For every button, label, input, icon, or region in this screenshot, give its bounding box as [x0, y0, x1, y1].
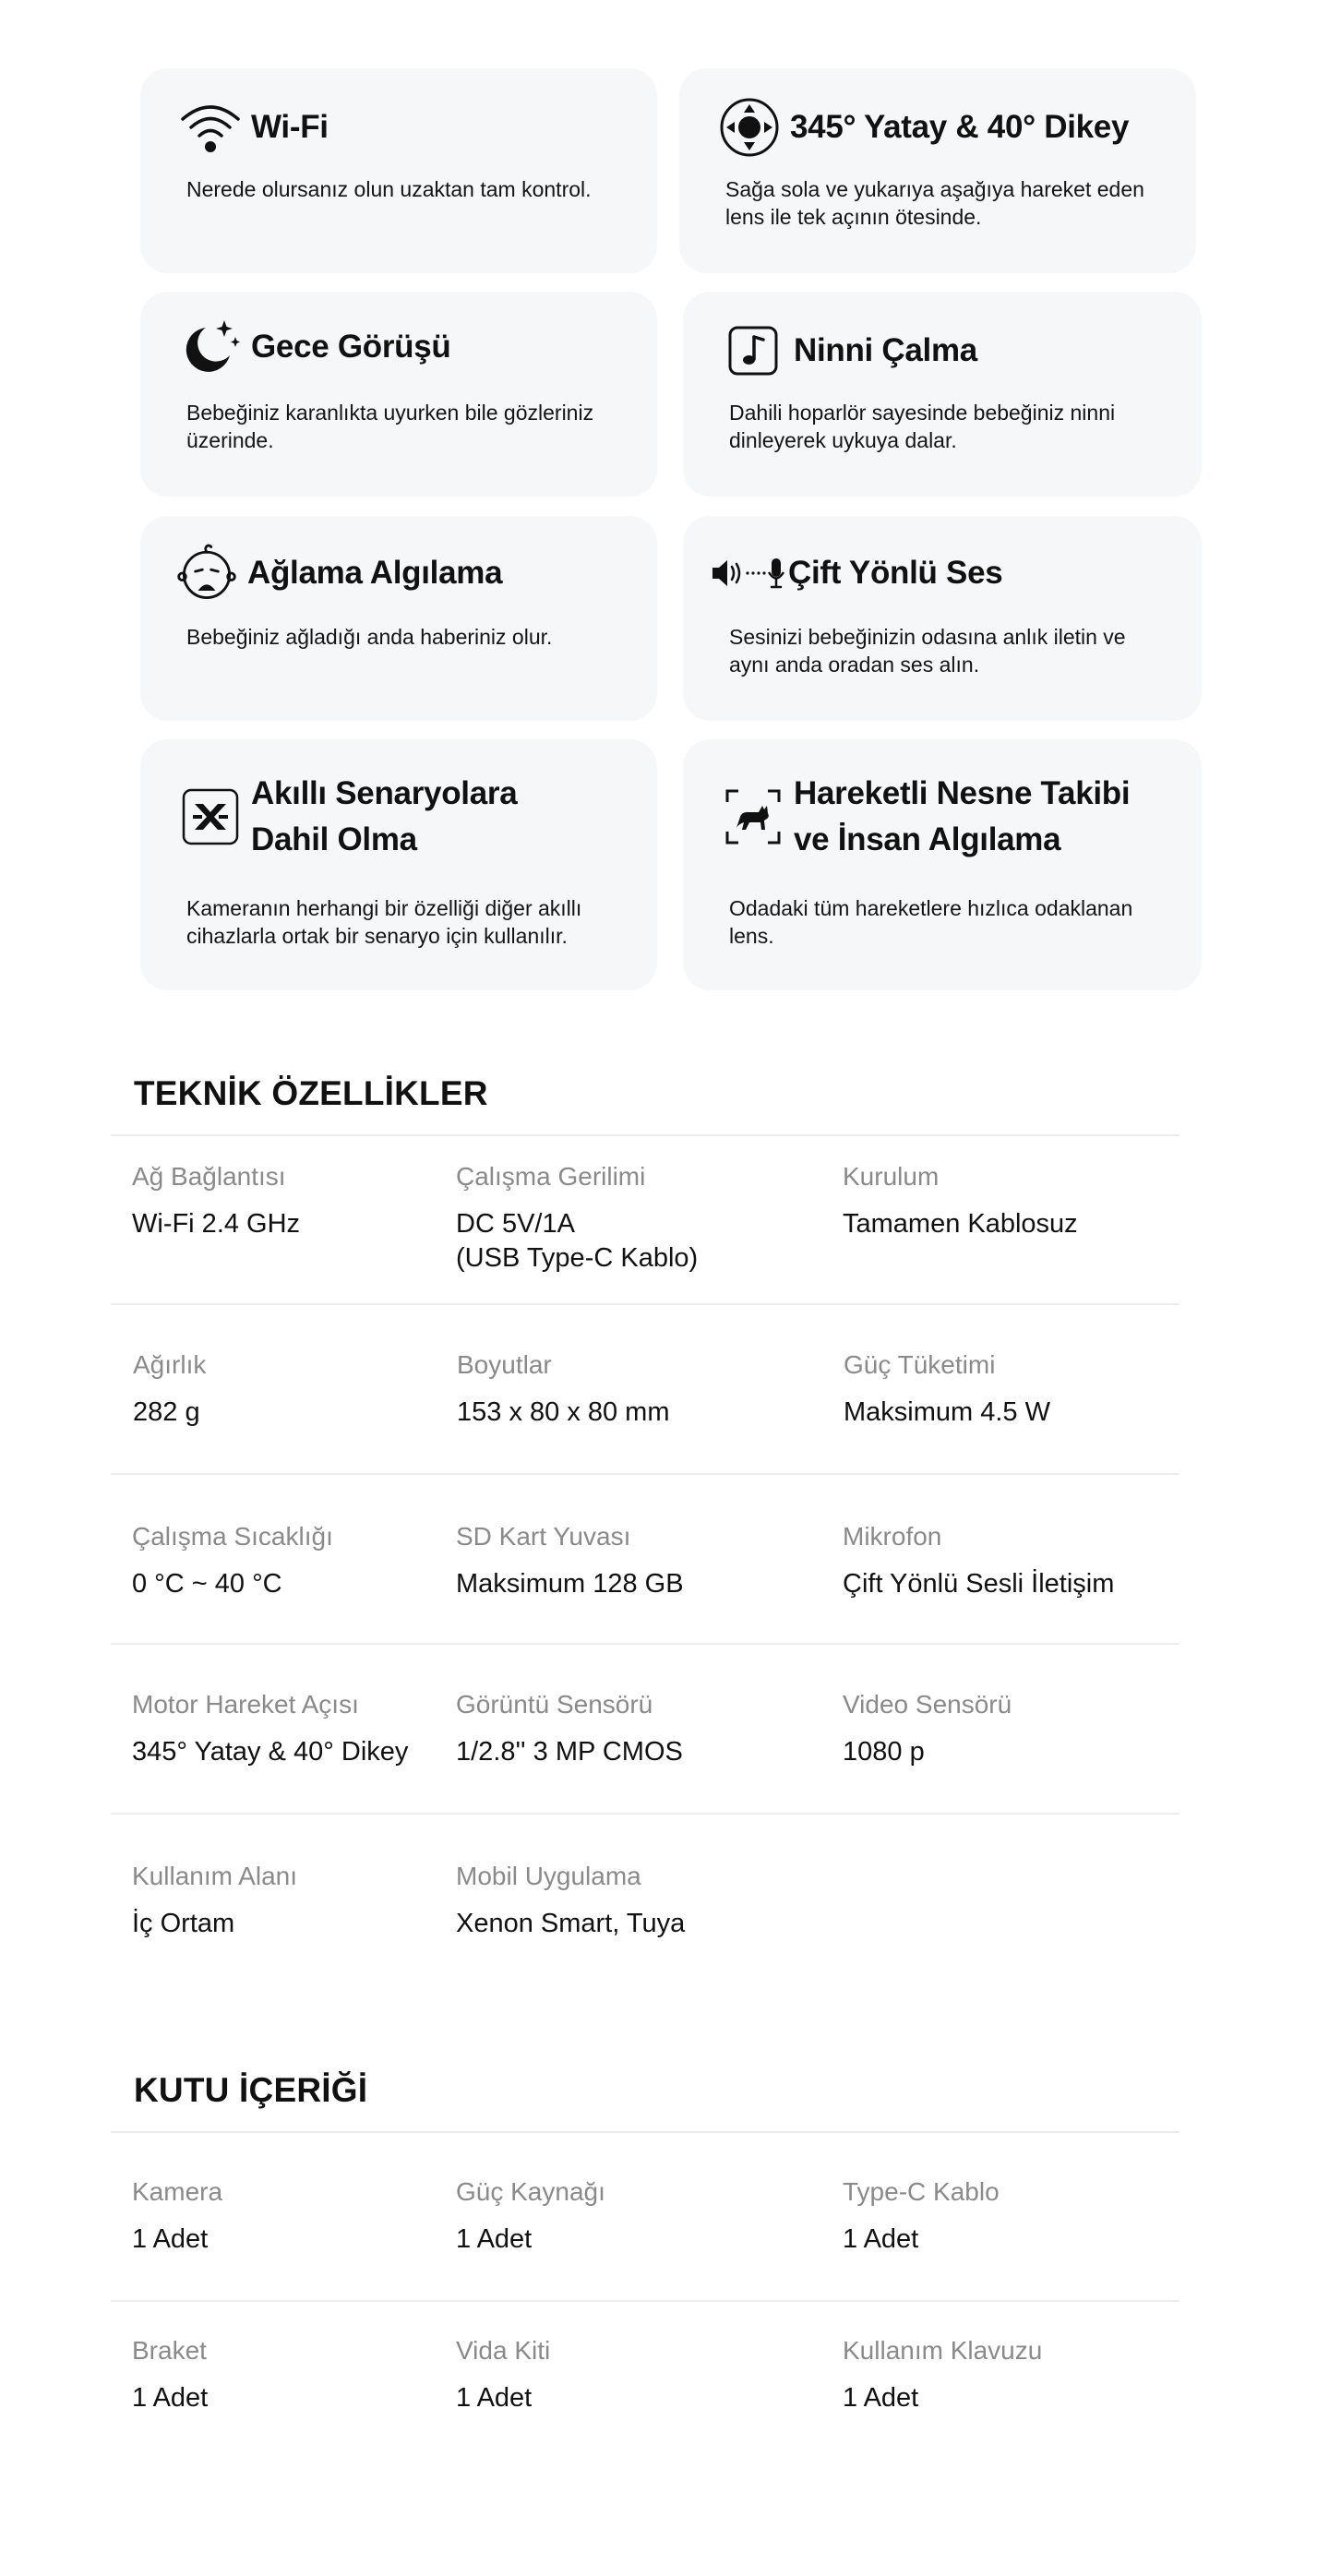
music-note-icon	[720, 318, 786, 384]
spec-label: Çalışma Gerilimi	[456, 1162, 646, 1191]
spec-value: DC 5V/1A (USB Type-C Kablo)	[456, 1209, 699, 1273]
feature-card-lullaby	[683, 292, 1202, 497]
spec-microphone	[843, 1521, 1114, 1601]
feature-description: Sağa sola ve yukarıya aşağıya hareket eden lens ile tek açının ötesinde.	[725, 177, 1144, 229]
spec-usage-area	[132, 1861, 297, 1941]
divider	[111, 1134, 1179, 1136]
spec-value: Tamamen Kablosuz	[843, 1209, 1078, 1239]
spec-label: Güç Tüketimi	[844, 1350, 996, 1379]
spec-value: Xenon Smart, Tuya	[456, 1909, 686, 1938]
spec-value: 282 g	[133, 1397, 200, 1427]
feature-card-night-vision	[140, 292, 657, 497]
feature-card-cry-detection	[140, 516, 657, 721]
feature-description: Kameranın herhangi bir özelliği diğer akıllı cihazlarla ortak bir senaryo için kullanılır.	[186, 896, 582, 948]
spec-value: İç Ortam	[132, 1909, 235, 1938]
spec-weight	[133, 1349, 206, 1430]
box-item-quantity: 1 Adet	[456, 2383, 533, 2413]
two-way-audio-icon	[711, 540, 786, 606]
feature-card-pan-tilt	[679, 68, 1196, 273]
spec-video-sensor	[843, 1689, 1012, 1769]
box-item-power-supply	[456, 2176, 605, 2257]
tech-specs-title: TEKNİK ÖZELLİKLER	[134, 1074, 488, 1112]
spec-value: 0 °C ~ 40 °C	[132, 1569, 282, 1599]
spec-label: Ağ Bağlantısı	[132, 1162, 286, 1191]
divider	[111, 1813, 1179, 1815]
box-item-quantity: 1 Adet	[843, 2383, 919, 2413]
smart-scenario-icon	[177, 784, 244, 850]
spec-label: Mobil Uygulama	[456, 1862, 641, 1890]
spec-value: 153 x 80 x 80 mm	[457, 1397, 670, 1427]
spec-label: Boyutlar	[457, 1350, 552, 1379]
spec-value: Maksimum 128 GB	[456, 1569, 684, 1599]
box-item-quantity: 1 Adet	[132, 2224, 209, 2254]
feature-description: Bebeğiniz ağladığı anda haberiniz olur.	[186, 625, 553, 649]
box-item-quantity: 1 Adet	[456, 2224, 533, 2254]
divider	[111, 2300, 1179, 2302]
spec-value: 345° Yatay & 40° Dikey	[132, 1737, 409, 1767]
spec-voltage	[456, 1161, 698, 1276]
divider	[111, 2131, 1179, 2133]
spec-label: Video Sensörü	[843, 1690, 1012, 1719]
feature-title: Wi-Fi	[251, 109, 329, 145]
box-item-label: Vida Kiti	[456, 2336, 551, 2365]
feature-title: Hareketli Nesne Takibi ve İnsan Algılama	[794, 775, 1131, 857]
spec-label: Motor Hareket Açısı	[132, 1690, 359, 1719]
spec-dimensions	[457, 1349, 670, 1430]
spec-power	[844, 1349, 1050, 1430]
feature-card-wifi	[140, 68, 657, 273]
spec-label: Ağırlık	[133, 1350, 207, 1379]
box-item-screw-kit	[456, 2335, 550, 2415]
divider	[111, 1643, 1179, 1645]
spec-value: Maksimum 4.5 W	[844, 1397, 1050, 1427]
feature-title: 345° Yatay & 40° Dikey	[790, 109, 1130, 145]
box-contents-title: KUTU İÇERİĞİ	[134, 2071, 368, 2109]
crying-baby-icon	[174, 540, 240, 606]
feature-card-two-way-audio	[683, 516, 1202, 721]
spec-label: SD Kart Yuvası	[456, 1522, 631, 1551]
box-item-label: Güç Kaynağı	[456, 2177, 605, 2206]
feature-title: Ağlama Algılama	[247, 555, 503, 591]
spec-motor-angle	[132, 1689, 408, 1769]
wifi-icon	[177, 94, 244, 161]
feature-description: Bebeğiniz karanlıkta uyurken bile gözleriniz üzerinde.	[186, 401, 594, 452]
feature-description: Dahili hoparlör sayesinde bebeğiniz ninni dinleyerek uykuya dalar.	[729, 401, 1116, 452]
feature-description: Odadaki tüm hareketlere hızlıca odaklanan lens.	[729, 896, 1133, 948]
spec-mobile-app	[456, 1861, 685, 1941]
spec-value: Wi-Fi 2.4 GHz	[132, 1209, 301, 1239]
spec-label: Mikrofon	[843, 1522, 942, 1551]
box-item-quantity: 1 Adet	[843, 2224, 919, 2254]
spec-image-sensor	[456, 1689, 683, 1769]
spec-label: Kullanım Alanı	[132, 1862, 297, 1890]
spec-label: Çalışma Sıcaklığı	[132, 1522, 333, 1551]
box-item-label: Type-C Kablo	[843, 2177, 1000, 2206]
divider	[111, 1303, 1179, 1305]
spec-network	[132, 1161, 300, 1241]
spec-sd-slot	[456, 1521, 684, 1601]
spec-label: Görüntü Sensörü	[456, 1690, 653, 1719]
feature-title: Akıllı Senaryolara Dahil Olma	[251, 775, 518, 857]
divider	[111, 1473, 1179, 1475]
spec-value: 1080 p	[843, 1737, 925, 1767]
feature-title: Gece Görüşü	[251, 329, 451, 365]
pan-tilt-icon	[716, 94, 783, 161]
spec-temperature	[132, 1521, 333, 1601]
spec-value: 1/2.8'' 3 MP CMOS	[456, 1737, 683, 1767]
box-item-user-manual	[843, 2335, 1042, 2415]
box-item-quantity: 1 Adet	[132, 2383, 209, 2413]
box-item-bracket	[132, 2335, 208, 2415]
feature-description: Sesinizi bebeğinizin odasına anlık iletin ve aynı anda oradan ses alın.	[729, 625, 1126, 677]
box-item-type-c-cable	[843, 2176, 1000, 2257]
spec-label: Kurulum	[843, 1162, 940, 1191]
box-item-camera	[132, 2176, 222, 2257]
moon-stars-icon	[177, 314, 244, 380]
feature-title: Çift Yönlü Ses	[788, 555, 1003, 591]
feature-description: Nerede olursanız olun uzaktan tam kontrol.	[186, 177, 592, 201]
box-item-label: Kamera	[132, 2177, 223, 2206]
spec-installation	[843, 1161, 1078, 1241]
motion-tracking-icon	[720, 784, 786, 850]
feature-card-smart-scenarios	[140, 739, 657, 990]
box-item-label: Braket	[132, 2336, 207, 2365]
feature-card-motion-tracking	[683, 739, 1202, 990]
spec-value: Çift Yönlü Sesli İletişim	[843, 1569, 1115, 1599]
feature-title: Ninni Çalma	[794, 332, 977, 368]
box-item-label: Kullanım Klavuzu	[843, 2336, 1043, 2365]
